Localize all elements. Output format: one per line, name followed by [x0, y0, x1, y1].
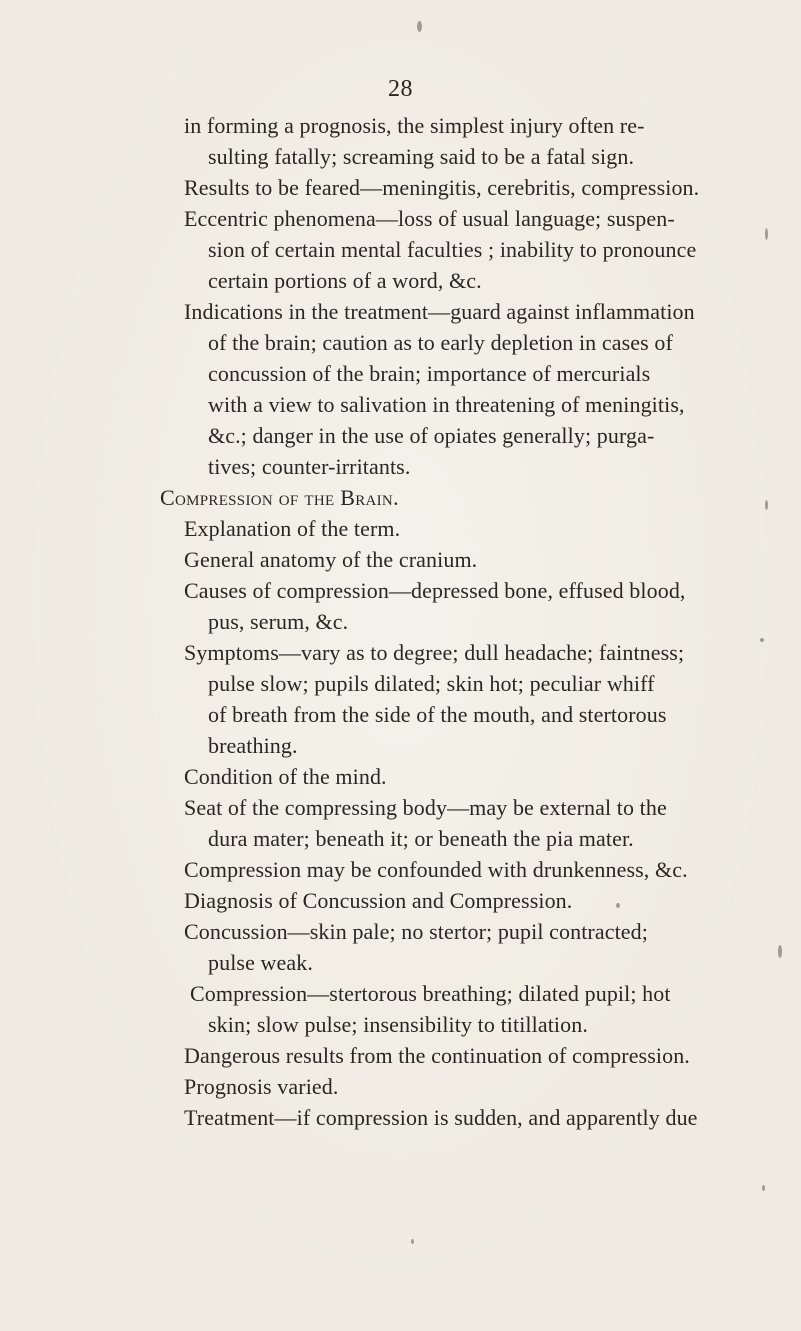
text-line: skin; slow pulse; insensibility to titillation. — [208, 1012, 588, 1037]
text-line: Dangerous results from the continuation of compression. — [184, 1043, 690, 1068]
text-line: in forming a prognosis, the simplest injury often re- — [184, 113, 645, 138]
text-line: Compression—stertorous breathing; dilated pupil; hot — [190, 981, 671, 1006]
section-heading: Compression of the Brain. — [160, 485, 399, 510]
text-line: Prognosis varied. — [184, 1074, 339, 1099]
text-line: Condition of the mind. — [184, 764, 387, 789]
paper-speck — [765, 228, 768, 240]
text-line: pulse weak. — [208, 950, 313, 975]
page-number: 28 — [388, 76, 413, 102]
text-line: of breath from the side of the mouth, and stertorous — [208, 702, 667, 727]
paper-speck — [616, 903, 620, 908]
text-line: Eccentric phenomena—loss of usual language; suspen- — [184, 206, 675, 231]
text-line: Seat of the compressing body—may be external to the — [184, 795, 667, 820]
text-line: Symptoms—vary as to degree; dull headache; faintness; — [184, 640, 685, 665]
paper-speck — [762, 1185, 765, 1191]
text-line: Treatment—if compression is sudden, and apparently due — [184, 1105, 698, 1130]
paper-speck — [765, 500, 768, 510]
text-line: Diagnosis of Concussion and Compression. — [184, 888, 573, 913]
text-line: Concussion—skin pale; no stertor; pupil contracted; — [184, 919, 648, 944]
text-line: tives; counter-irritants. — [208, 454, 411, 479]
paper-speck — [760, 638, 764, 642]
text-line: sulting fatally; screaming said to be a fatal sign. — [208, 144, 635, 169]
text-line: Causes of compression—depressed bone, effused blood, — [184, 578, 686, 603]
text-line: certain portions of a word, &c. — [208, 268, 482, 293]
text-line: dura mater; beneath it; or beneath the pia mater. — [208, 826, 634, 851]
text-line: with a view to salivation in threatening of meningitis, — [208, 392, 685, 417]
text-line: of the brain; caution as to early depletion in cases of — [208, 330, 673, 355]
text-line: pus, serum, &c. — [208, 609, 349, 634]
paper-speck — [417, 21, 422, 32]
paper-speck — [411, 1239, 414, 1244]
text-line: concussion of the brain; importance of mercurials — [208, 361, 651, 386]
paper-speck — [778, 945, 782, 958]
text-line: Compression may be confounded with drunkenness, &c. — [184, 857, 688, 882]
text-line: Explanation of the term. — [184, 516, 401, 541]
text-line: sion of certain mental faculties ; inability to pronounce — [208, 237, 697, 262]
text-line: General anatomy of the cranium. — [184, 547, 478, 572]
text-line: &c.; danger in the use of opiates generally; purga- — [208, 423, 655, 448]
text-line: breathing. — [208, 733, 298, 758]
text-line: Indications in the treatment—guard against inflammation — [184, 299, 695, 324]
text-line: pulse slow; pupils dilated; skin hot; peculiar whiff — [208, 671, 655, 696]
text-line: Results to be feared—meningitis, cerebritis, compression. — [184, 175, 700, 200]
